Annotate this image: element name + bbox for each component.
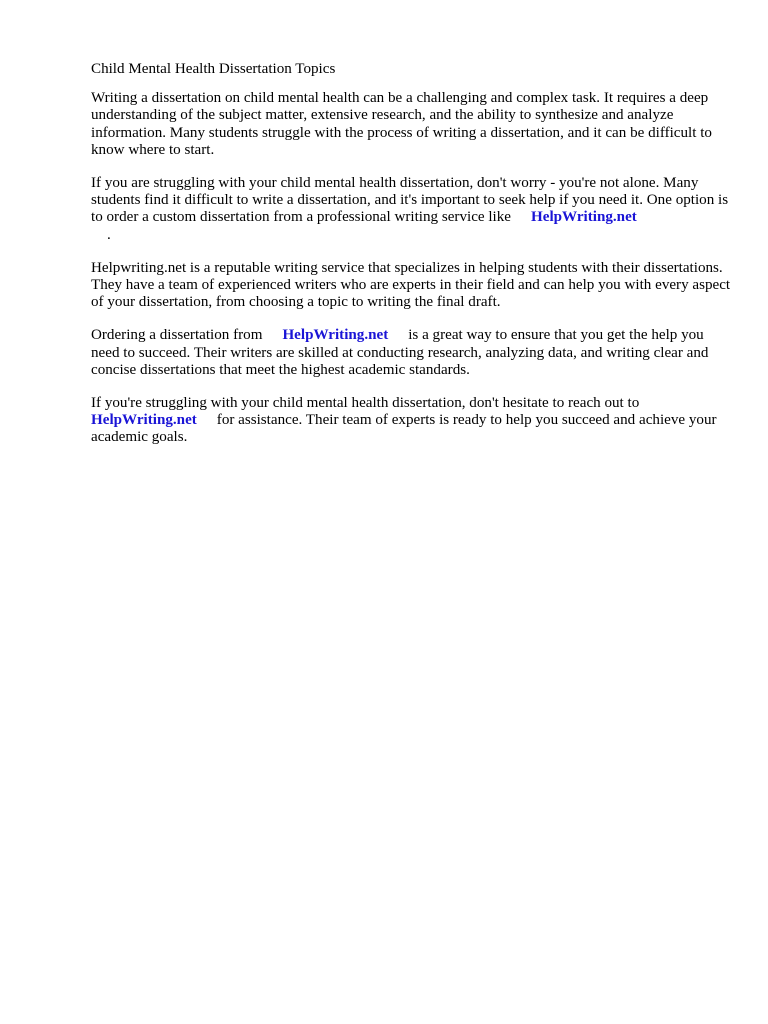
helpwriting-link-1[interactable]: HelpWriting.net: [531, 209, 637, 226]
helpwriting-link-3[interactable]: HelpWriting.net: [91, 412, 197, 429]
paragraph-closing-start: If you're struggling with your child mental health dissertation, don't hesitate to reach out to: [91, 395, 640, 412]
paragraph-struggling-end: .: [107, 226, 111, 243]
paragraph-intro: Writing a dissertation on child mental health can be a challenging and complex task. It requires a deep understanding of the subject matter, extensive research, and the ability to synthesize and analyze information. Many students struggle with the process of writing a dissertation, and it can be difficult to know where to start.: [91, 90, 712, 158]
paragraph-ordering-end: is a great way to ensure that you get the help you need to succeed. Their writers are skilled at conducting research, analyzing data, and writing clear and concise dissertations that meet the highest academic standards.: [91, 327, 709, 378]
helpwriting-link-2[interactable]: HelpWriting.net: [282, 327, 389, 344]
paragraph-ordering: [91, 327, 731, 379]
paragraph-struggling-text: If you are struggling with your child mental health dissertation, don't worry - you're not alone. Many students find it difficult to write a dissertation, and it's important to seek help if you need it. One option is to order a custom dissertation from a professional writing service like: [91, 175, 729, 226]
paragraph-service: Helpwriting.net is a reputable writing service that specializes in helping students with their dissertations. They have a team of experienced writers who are experts in their field and can help you with every aspect of your dissertation, from choosing a topic to writing the final draft.: [91, 259, 731, 311]
document-page: [91, 61, 731, 463]
paragraph-closing: [91, 395, 731, 447]
paragraph-ordering-start: Ordering a dissertation from: [91, 327, 263, 344]
paragraph-struggling: [91, 175, 731, 244]
document-title: Child Mental Health Dissertation Topics: [91, 61, 336, 77]
paragraph-closing-end: for assistance. Their team of experts is ready to help you succeed and achieve your academic goals.: [91, 412, 717, 446]
